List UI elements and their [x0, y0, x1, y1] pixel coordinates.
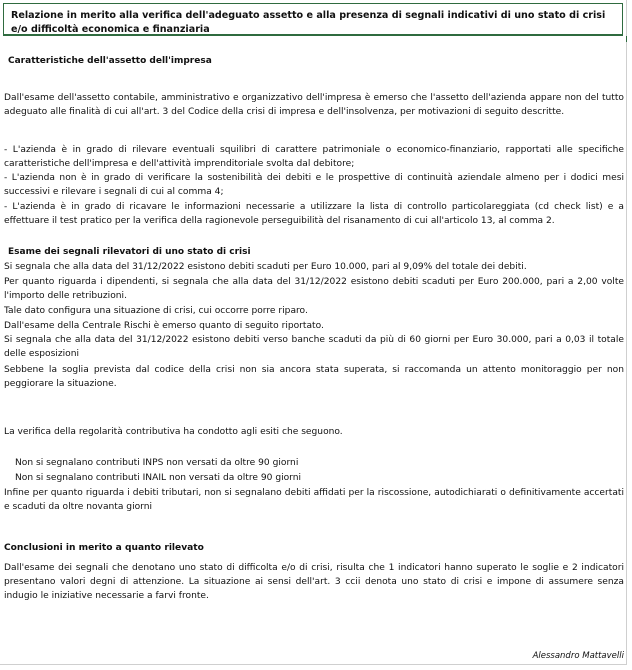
section2-heading: Esame dei segnali rilevatori di uno stato di crisi [8, 247, 251, 257]
section2-line-4: Dall'esame della Centrale Rischi è emerso quanto di seguito riportato. [4, 321, 324, 331]
section1-bullet-3: - L'azienda è in grado di ricavare le informazioni necessarie a utilizzare la lista di controllo particolareggiata (cd check list) e a effettuare il test pratico per la verifica della ragionevole perseguibilità del risanamento di cui all'articolo 13, al comma 2. [4, 202, 624, 226]
section2-line-2: Per quanto riguarda i dipendenti, si segnala che alla data del 31/12/2022 esistono debiti scaduti per Euro 200.000, pari a 2,00 volte l'importo delle retribuzioni. [4, 277, 624, 301]
document-title: Relazione in merito alla verifica dell'adeguato assetto e alla presenza di segnali indicativi di uno stato di crisi e/o difficoltà economica e finanziaria [11, 10, 606, 35]
section1-bullet-1: - L'azienda è in grado di rilevare eventuali squilibri di carattere patrimoniale o economico-finanziario, rapportati alle specifiche caratteristiche dell'impresa e dell'attività imprenditoriale svolta dal debitore; [4, 145, 624, 169]
section2-line-5: Si segnala che alla data del 31/12/2022 esistono debiti verso banche scaduti da più di 60 giorni per Euro 30.000, pari a 0,03 il totale delle esposizioni [4, 335, 624, 359]
title-box [3, 3, 623, 36]
section3-tax: Infine per quanto riguarda i debiti tributari, non si segnalano debiti affidati per la riscossione, autodichiarati o definitivamente accertati e scaduti da oltre novanta giorni [4, 488, 624, 512]
section3-item-inps: Non si segnalano contributi INPS non versati da oltre 90 giorni [15, 458, 299, 468]
section2-line-1: Si segnala che alla data del 31/12/2022 esistono debiti scaduti per Euro 10.000, pari al 9,09% del totale dei debiti. [4, 262, 527, 272]
section1-bullet-2: - L'azienda non è in grado di verificare la sostenibilità dei debiti e le prospettive di continuità aziendale almeno per i dodici mesi successivi e rilevare i segnali di cui al comma 4; [4, 173, 624, 197]
section4-heading: Conclusioni in merito a quanto rilevato [4, 543, 204, 553]
section2-line-6: Sebbene la soglia prevista dal codice della crisi non sia ancora stata superata, si raccomanda un attento monitoraggio per non peggiorare la situazione. [4, 365, 624, 389]
title-box-tick [626, 36, 627, 42]
section1-intro: Dall'esame dell'assetto contabile, amministrativo e organizzativo dell'impresa è emerso che l'assetto dell'azienda appare non del tutto adeguato alle finalità di cui all'art. 3 del Codice della crisi di impresa e dell'insolvenza, per motivazioni di seguito descritte. [4, 93, 624, 117]
section1-heading: Caratteristiche dell'assetto dell'impresa [8, 56, 212, 66]
section3-intro: La verifica della regolarità contributiva ha condotto agli esiti che seguono. [4, 427, 343, 437]
signature: Alessandro Mattavelli [532, 651, 624, 661]
section3-item-inail: Non si segnalano contributi INAIL non versati da oltre 90 giorni [15, 473, 302, 483]
section2-line-3: Tale dato configura una situazione di crisi, cui occorre porre riparo. [4, 306, 308, 316]
section4-text: Dall'esame dei segnali che denotano uno stato di difficolta e/o di crisi, risulta che 1 indicatori hanno superato le soglie e 2 indicatori presentano valori degni di attenzione. La situazione ai sensi dell'art. 3 ccii denota uno stato di crisi e impone di assumere senza indugio le iniziative necessarie a farvi fronte. [4, 563, 624, 601]
